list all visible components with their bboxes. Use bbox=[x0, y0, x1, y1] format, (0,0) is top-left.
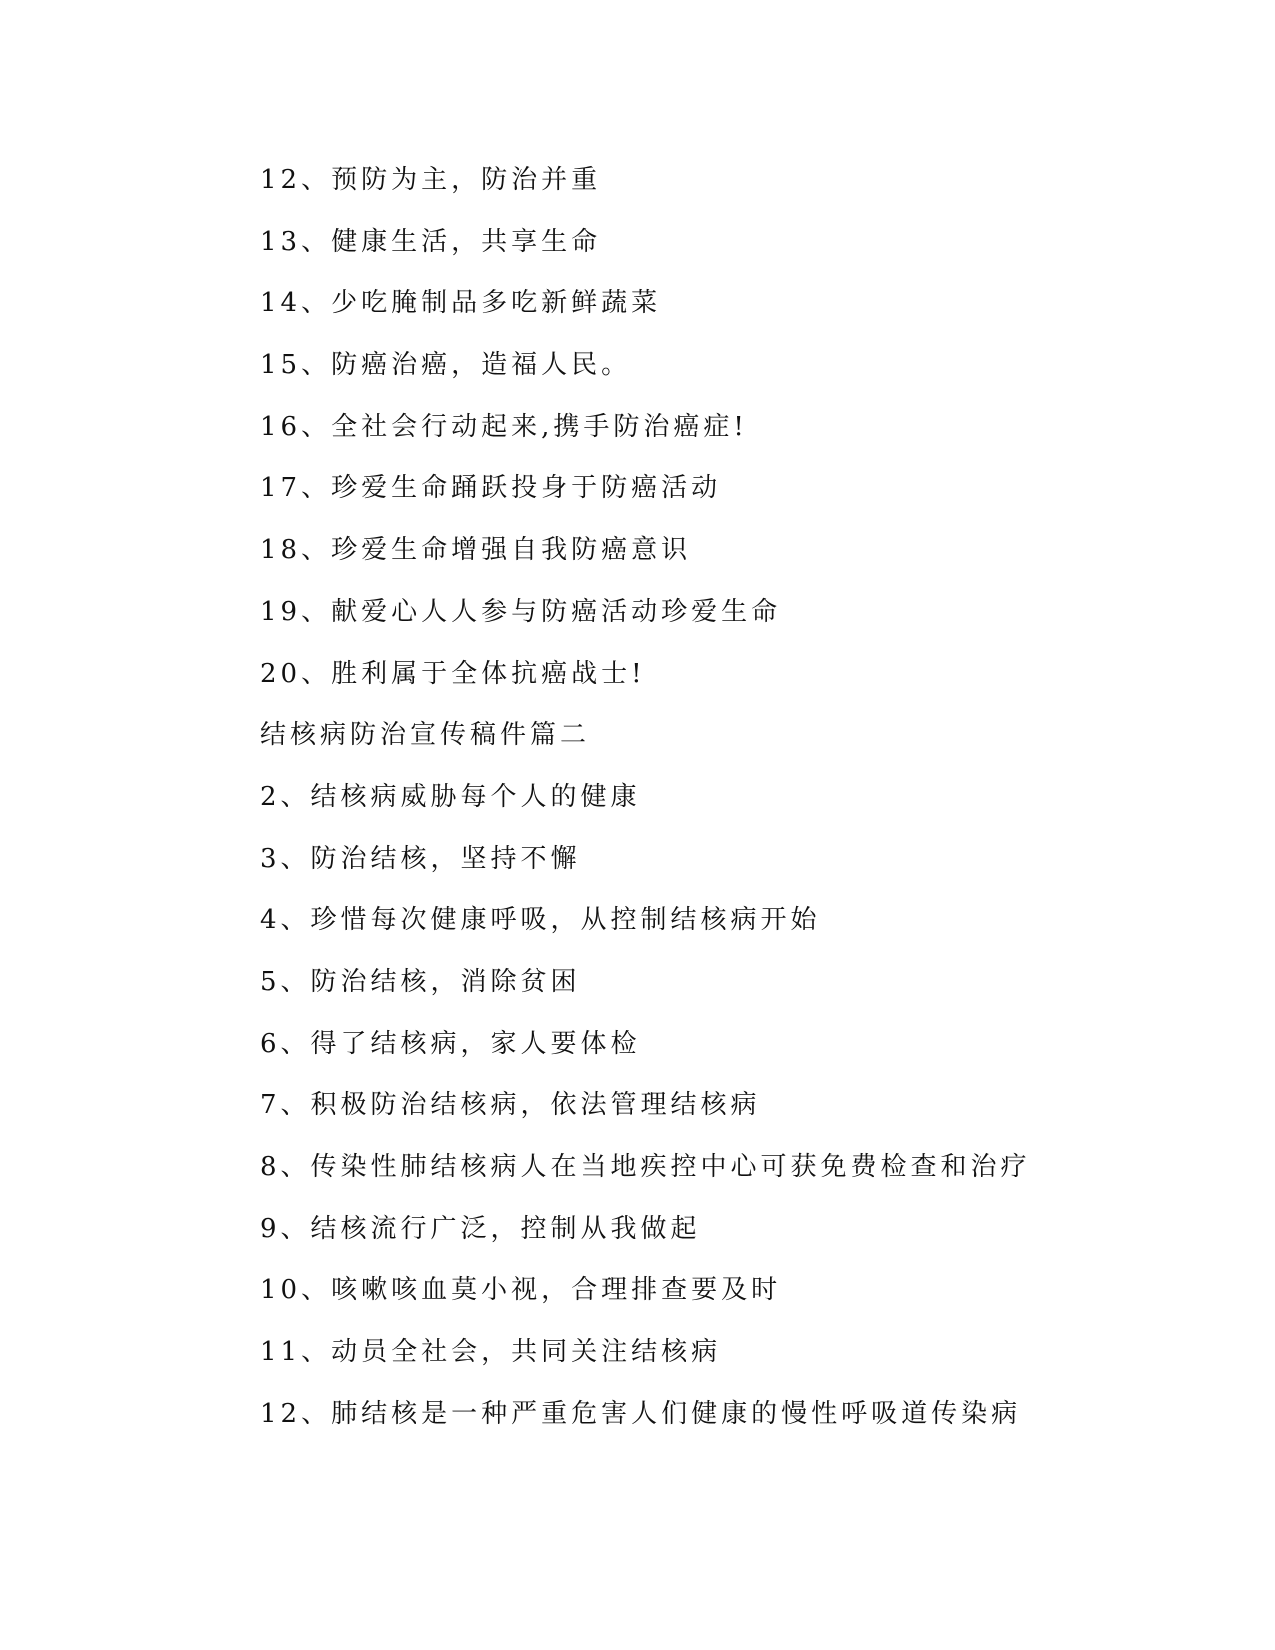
tb-slogan-line-7: 7、积极防治结核病，依法管理结核病 bbox=[260, 1090, 761, 1121]
tb-slogan-line-5: 5、防治结核，消除贫困 bbox=[260, 966, 581, 997]
slogan-line-12: 12、预防为主，防治并重 bbox=[260, 165, 602, 195]
tb-slogan-line-11: 11、动员全社会，共同关注结核病 bbox=[260, 1337, 722, 1368]
tb-slogan-line-2: 2、结核病威胁每个人的健康 bbox=[260, 781, 641, 812]
tb-slogan-line-3: 3、防治结核，坚持不懈 bbox=[260, 843, 581, 874]
slogan-line-15: 15、防癌治癌，造福人民。 bbox=[260, 350, 632, 381]
slogan-line-13: 13、健康生活，共享生命 bbox=[260, 226, 602, 257]
tb-slogan-line-9: 9、结核流行广泛，控制从我做起 bbox=[260, 1213, 701, 1244]
section-heading: 结核病防治宣传稿件篇二 bbox=[260, 720, 591, 751]
document-body bbox=[260, 160, 1160, 1455]
slogan-line-17: 17、珍爱生命踊跃投身于防癌活动 bbox=[260, 473, 722, 504]
tb-slogan-line-12: 12、肺结核是一种严重危害人们健康的慢性呼吸道传染病 bbox=[260, 1398, 1022, 1429]
slogan-line-14: 14、少吃腌制品多吃新鲜蔬菜 bbox=[260, 288, 662, 319]
slogan-line-20: 20、胜利属于全体抗癌战士! bbox=[260, 658, 646, 689]
tb-slogan-line-4: 4、珍惜每次健康呼吸，从控制结核病开始 bbox=[260, 905, 821, 936]
tb-slogan-line-8: 8、传染性肺结核病人在当地疾控中心可获免费检查和治疗 bbox=[260, 1152, 1031, 1182]
tb-slogan-line-6: 6、得了结核病，家人要体检 bbox=[260, 1028, 641, 1059]
slogan-line-18: 18、珍爱生命增强自我防癌意识 bbox=[260, 535, 692, 566]
slogan-line-16: 16、全社会行动起来,携手防治癌症! bbox=[260, 411, 748, 442]
slogan-line-19: 19、献爱心人人参与防癌活动珍爱生命 bbox=[260, 596, 782, 627]
tb-slogan-line-10: 10、咳嗽咳血莫小视，合理排查要及时 bbox=[260, 1275, 782, 1306]
